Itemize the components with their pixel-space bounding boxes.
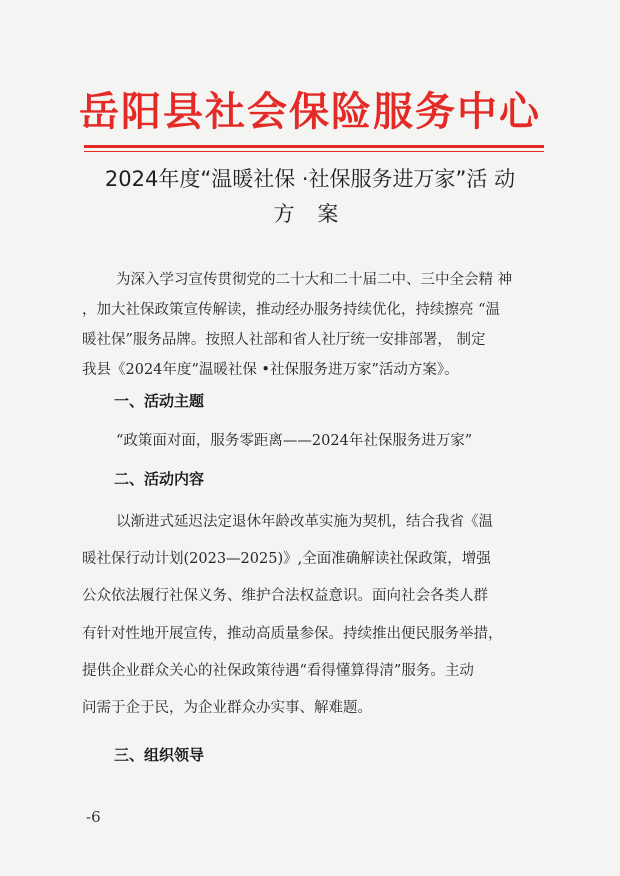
organization-header: 岳阳县社会保险服务中心 (79, 89, 541, 135)
section-heading-leadership: 三、组织领导 (114, 746, 205, 764)
content-line-3: 公众依法履行社保义务、维护合法权益意识。面向社会各类人群 (82, 588, 488, 604)
document-title-line2: 方 案 (273, 202, 347, 226)
section-heading-content: 二、活动内容 (114, 470, 205, 488)
content-line-5: 提供企业群众关心的社保政策待遇“看得懂算得清”服务。主动 (82, 663, 474, 679)
header-rule-thin (84, 151, 544, 152)
document-title-line1: 2024年度“温暖社保 ·社保服务进万家”活 动 (104, 167, 516, 191)
intro-line-2: ，加大社保政策宣传解读，推动经办服务持续优化，持续擦亮 “温 (82, 302, 501, 318)
header-rule-thick (84, 145, 544, 148)
section-theme-text: “政策面对面，服务零距离——2024年社保服务进万家” (116, 433, 473, 449)
content-line-1: 以渐进式延迟法定退休年龄改革实施为契机，结合我省《温 (116, 514, 493, 530)
intro-line-1: 为深入学习宣传贯彻党的二十大和二十届二中、三中全会精 神 (116, 272, 513, 288)
page-number: -6 (86, 808, 101, 826)
intro-line-3: 暖社保”服务品牌。按照人社部和省人社厅统一安排部署， 制定 (82, 332, 486, 348)
intro-line-4: 我县《2024年度“温暖社保 •社保服务进万家”活动方案》。 (82, 362, 459, 378)
content-line-4: 有针对性地开展宣传，推动高质量参保。持续推出便民服务举措， (82, 626, 503, 642)
content-line-6: 问需于企于民，为企业群众办实事、解难题。 (82, 700, 372, 716)
section-heading-theme: 一、活动主题 (114, 392, 205, 410)
content-line-2: 暖社保行动计划(2023—2025)》,全面准确解读社保政策，增强 (82, 551, 491, 567)
